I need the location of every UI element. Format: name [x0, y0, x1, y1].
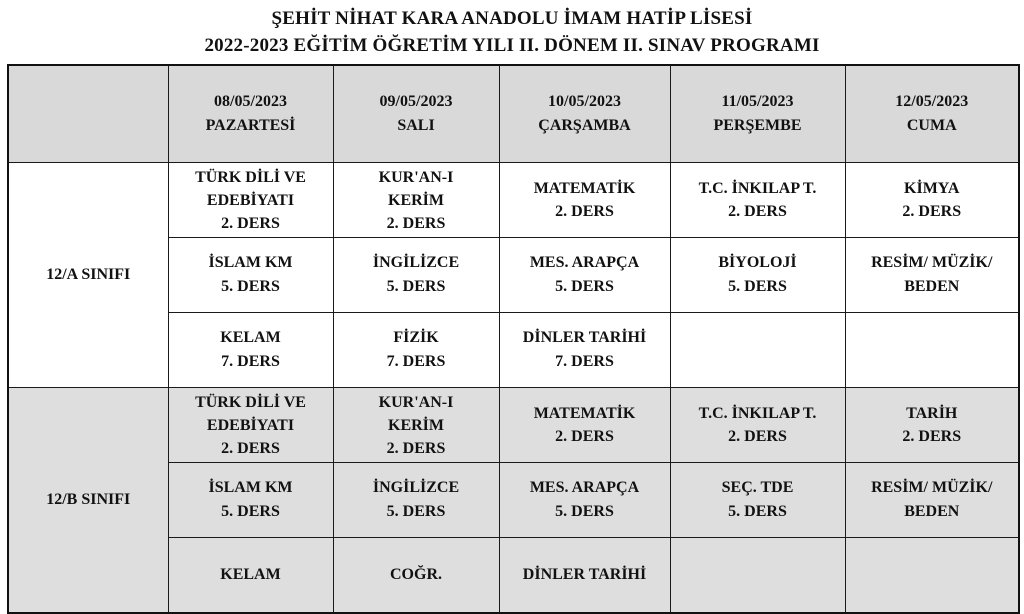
exam-cell	[845, 463, 1019, 538]
day-header-5	[845, 65, 1019, 163]
exam-cell	[845, 238, 1019, 313]
day-name: CUMA	[906, 117, 957, 134]
exam-subject: İSLAM KM 5. DERS	[208, 479, 293, 520]
exam-cell	[333, 388, 499, 463]
exam-cell	[499, 463, 670, 538]
exam-subject: KELAM 7. DERS	[220, 329, 281, 370]
exam-subject: TÜRK DİLİ VE EDEBİYATI 2. DERS	[195, 393, 306, 457]
exam-cell	[168, 313, 333, 388]
exam-subject: İNGİLİZCE 5. DERS	[372, 479, 460, 520]
day-name: ÇARŞAMBA	[538, 117, 631, 134]
corner-cell	[8, 65, 168, 163]
schedule-row	[8, 388, 1019, 463]
exam-cell	[168, 463, 333, 538]
exam-subject: RESİM/ MÜZİK/ BEDEN	[871, 479, 993, 520]
class-name-cell: 12/A SINIFI	[8, 163, 168, 388]
exam-cell	[168, 238, 333, 313]
exam-subject: SEÇ. TDE 5. DERS	[721, 479, 794, 520]
school-title: ŞEHİT NİHAT KARA ANADOLU İMAM HATİP LİSESİ	[271, 8, 753, 29]
exam-cell	[845, 313, 1019, 388]
day-name: PAZARTESİ	[205, 117, 296, 134]
day-date: 08/05/2023	[214, 93, 287, 110]
exam-subject: MATEMATİK 2. DERS	[533, 405, 636, 445]
day-name: PERŞEMBE	[713, 117, 802, 134]
schedule-row	[8, 163, 1019, 238]
exam-cell	[333, 313, 499, 388]
exam-cell	[333, 163, 499, 238]
exam-subject: BİYOLOJİ 5. DERS	[718, 254, 797, 295]
exam-subject: MES. ARAPÇA 5. DERS	[529, 479, 640, 520]
exam-subject: DİNLER TARİHİ 7. DERS	[522, 329, 647, 370]
day-header-1	[168, 65, 333, 163]
exam-subject: T.C. İNKILAP T. 2. DERS	[698, 405, 817, 445]
day-date: 11/05/2023	[721, 93, 794, 110]
day-header-4	[670, 65, 845, 163]
exam-cell	[845, 538, 1019, 614]
day-date: 12/05/2023	[895, 93, 969, 110]
exam-subject: FİZİK 7. DERS	[386, 329, 446, 370]
day-date: 10/05/2023	[548, 93, 621, 110]
exam-cell	[168, 163, 333, 238]
class-name-cell: 12/B SINIFI	[8, 388, 168, 614]
exam-subject: T.C. İNKILAP T. 2. DERS	[698, 180, 817, 220]
day-header-3	[499, 65, 670, 163]
exam-subject: İNGİLİZCE 5. DERS	[372, 254, 460, 295]
day-name: SALI	[397, 117, 435, 134]
exam-subject: KELAM	[220, 566, 281, 583]
exam-cell	[499, 388, 670, 463]
exam-subject: KİMYA 2. DERS	[902, 180, 962, 220]
exam-subject: MATEMATİK 2. DERS	[533, 180, 636, 220]
exam-subject: MES. ARAPÇA 5. DERS	[529, 254, 640, 295]
day-date: 09/05/2023	[379, 93, 453, 110]
exam-cell	[333, 238, 499, 313]
exam-cell	[670, 538, 845, 614]
exam-subject: TÜRK DİLİ VE EDEBİYATI 2. DERS	[195, 168, 306, 232]
exam-cell	[670, 238, 845, 313]
exam-subject: RESİM/ MÜZİK/ BEDEN	[871, 254, 993, 295]
exam-subject: TARİH 2. DERS	[902, 405, 962, 445]
exam-subject: İSLAM KM 5. DERS	[208, 254, 293, 295]
exam-cell	[499, 163, 670, 238]
exam-cell	[670, 463, 845, 538]
exam-cell	[168, 538, 333, 614]
header-row	[8, 65, 1019, 163]
day-header-2	[333, 65, 499, 163]
exam-cell	[670, 163, 845, 238]
exam-cell	[845, 163, 1019, 238]
exam-subject: KUR'AN-I KERİM 2. DERS	[378, 168, 454, 232]
exam-subject: DİNLER TARİHİ	[522, 566, 647, 583]
program-title: 2022-2023 EĞİTİM ÖĞRETİM YILI II. DÖNEM II. SINAV PROGRAMI	[204, 35, 820, 56]
exam-cell	[168, 388, 333, 463]
exam-cell	[499, 313, 670, 388]
exam-subject: KUR'AN-I KERİM 2. DERS	[378, 393, 454, 457]
exam-subject: COĞR.	[390, 566, 442, 583]
exam-cell	[670, 388, 845, 463]
exam-cell	[333, 538, 499, 614]
exam-cell	[499, 238, 670, 313]
exam-cell	[333, 463, 499, 538]
exam-cell	[845, 388, 1019, 463]
exam-cell	[499, 538, 670, 614]
exam-schedule-table	[7, 64, 1020, 614]
exam-cell	[670, 313, 845, 388]
